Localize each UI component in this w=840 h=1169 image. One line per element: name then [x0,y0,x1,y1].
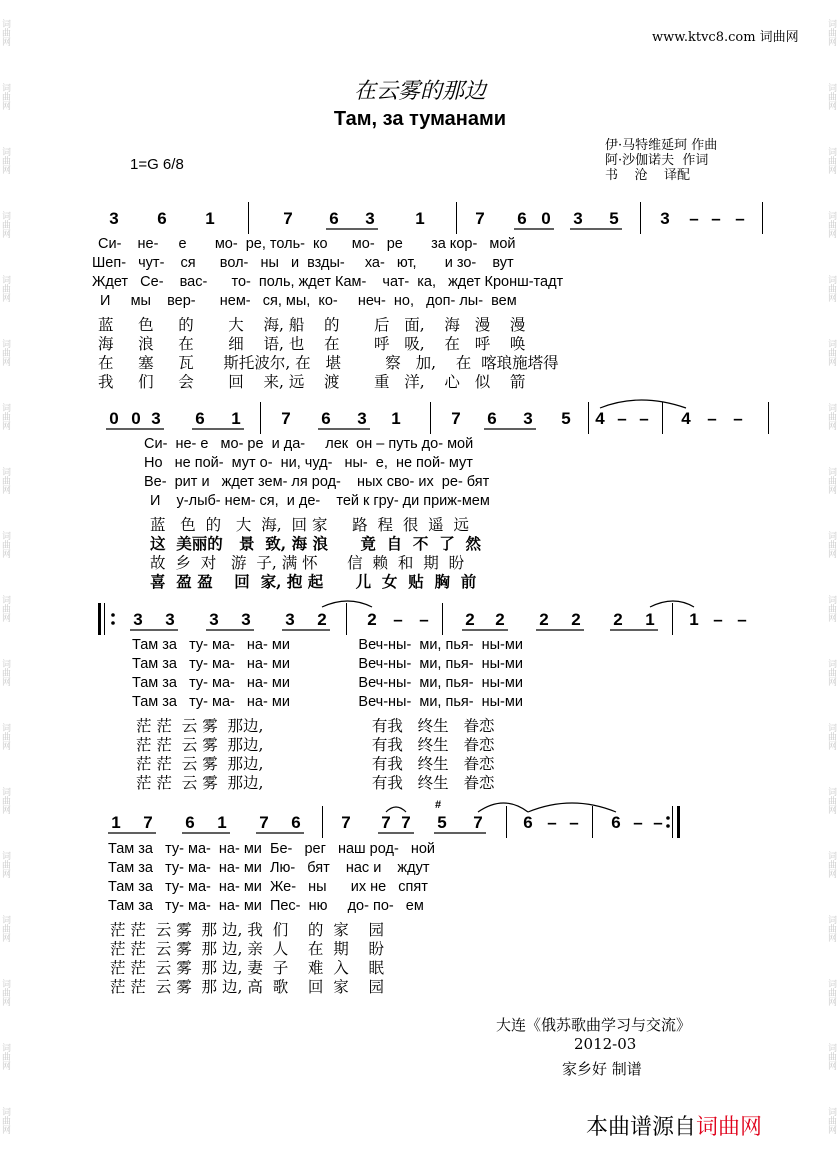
svg-text:6: 6 [523,813,533,832]
svg-text:–: – [569,813,579,832]
lyric-line: 故 乡 对 游 子, 满 怀 信 赖 和 期 盼 [150,554,465,572]
svg-text:7: 7 [341,813,351,832]
lyric-line: Там за ту- ма- на- ми Веч-ны- ми, пья- ны-ми [132,694,523,710]
watermark-text: 词曲网 [826,1106,836,1134]
svg-text:–: – [711,209,721,228]
source-brand-label: 本曲谱源自 [586,1115,697,1140]
watermark-text: 词曲网 [0,82,10,110]
svg-text:5: 5 [609,209,619,228]
transcriber-line: 家乡好 制谱 [562,1060,642,1078]
watermark-text: 词曲网 [826,914,836,942]
svg-text:2: 2 [465,610,475,629]
svg-text:–: – [653,813,663,832]
score-row-2 [100,402,770,432]
lyric-line: И мы вер- нем- ся, мы, ко- неч- но, доп- лы- вем [96,293,517,309]
lyric-line: Там за ту- ма- на- ми Же- ны их не спят [108,879,428,895]
lyric-line: 在 塞 瓦 斯托波尔, 在 堪 察 加, 在 喀琅施塔得 [98,354,559,372]
svg-text:–: – [707,409,717,428]
svg-text:6: 6 [321,409,331,428]
lyric-line: Шеп- чут- ся вол- ны и взды- ха- ют, и зо- вут [92,255,514,271]
lyric-line: Там за ту- ма- на- ми Лю- бят нас и ждут [108,860,430,876]
lyric-line: Ве- рит и ждет зем- ля род- ных сво- их ре- бят [144,474,490,490]
lyric-line: И у-лыб- нем- ся, и де- тей к гру- ди приж-мем [150,493,490,509]
watermark-text: 词曲网 [826,978,836,1006]
svg-text:6: 6 [611,813,621,832]
svg-text:2: 2 [613,610,623,629]
svg-text:5: 5 [437,813,447,832]
svg-text:7: 7 [451,409,461,428]
svg-text:7: 7 [381,813,391,832]
svg-text:3: 3 [285,610,295,629]
lyric-line: 茫 茫 云 雾 那 边, 亲 人 在 期 盼 [110,940,384,958]
svg-text:1: 1 [689,610,699,629]
svg-text:6: 6 [329,209,339,228]
svg-text:2: 2 [317,610,327,629]
lyric-line: 茫 茫 云 雾 那 边, 高 歌 回 家 园 [110,978,384,996]
svg-text:4: 4 [681,409,691,428]
lyric-line: 喜 盈 盈 回 家, 抱 起 儿 女 贴 胸 前 [150,572,477,591]
svg-text:–: – [633,813,643,832]
watermark-text: 词曲网 [826,1042,836,1070]
lyric-line: Там за ту- ма- на- ми Пес- ню до- по- ем [108,898,424,914]
svg-text:0: 0 [541,209,551,228]
watermark-left [0,0,14,1169]
svg-text:–: – [393,610,403,629]
watermark-text: 词曲网 [0,338,10,366]
song-title-russian: Там, за туманами [333,108,507,130]
lyric-line: 茫 茫 云 雾 那 边, 我 们 的 家 园 [110,921,384,939]
watermark-text: 词曲网 [826,850,836,878]
score-row-3 [96,603,776,633]
watermark-text: 词曲网 [0,722,10,750]
svg-text:1: 1 [217,813,227,832]
svg-text:1: 1 [111,813,121,832]
watermark-text: 词曲网 [826,274,836,302]
watermark-text: 词曲网 [826,722,836,750]
watermark-text: 词曲网 [826,338,836,366]
svg-text:3: 3 [365,209,375,228]
svg-text:–: – [735,209,745,228]
svg-text:1: 1 [231,409,241,428]
lyric-line: 海 浪 在 细 语, 也 在 呼 吸, 在 呼 唤 [98,335,526,353]
watermark-text: 词曲网 [826,786,836,814]
svg-text:–: – [733,409,743,428]
watermark-text: 词曲网 [0,530,10,558]
svg-text:7: 7 [473,813,483,832]
watermark-text: 词曲网 [0,658,10,686]
lyric-line: 茫 茫 云 雾 那边, 有我 终生 眷恋 [136,755,495,773]
watermark-text: 词曲网 [826,594,836,622]
notes-row-2 [100,402,770,434]
svg-text:3: 3 [357,409,367,428]
notes-row-1 [100,202,770,234]
watermark-text: 词曲网 [0,210,10,238]
svg-text:3: 3 [523,409,533,428]
source-brand-link[interactable]: 词曲网 [696,1115,763,1140]
lyric-line: 这 美丽的 景 致, 海 浪 竟 自 不 了 然 [150,534,482,553]
publisher-line: 大连《俄苏歌曲学习与交流》 [496,1016,692,1034]
song-title-chinese: 在云雾的那边 [353,79,486,104]
watermark-text: 词曲网 [826,210,836,238]
score-row-1 [100,202,770,232]
notes-row-4 [100,799,700,838]
watermark-text: 词曲网 [0,146,10,174]
lyricist-credit: 阿·沙伽诺夫 作词 [605,153,709,168]
svg-text:6: 6 [291,813,301,832]
source-brand[interactable] [586,1110,762,1141]
svg-text:0: 0 [131,409,141,428]
watermark-text: 词曲网 [0,850,10,878]
credits [605,138,717,183]
watermark-text: 词曲网 [0,402,10,430]
watermark-text: 词曲网 [0,466,10,494]
lyric-line: Там за ту- ма- на- ми Бе- рег наш род- ной [108,841,436,857]
lyric-line: 茫 茫 云 雾 那边, 有我 终生 眷恋 [136,774,495,792]
svg-text:1: 1 [645,610,655,629]
svg-text:3: 3 [209,610,219,629]
svg-text:–: – [617,409,627,428]
svg-text:7: 7 [143,813,153,832]
svg-text:6: 6 [157,209,167,228]
watermark-text: 词曲网 [0,1106,10,1134]
svg-text:3: 3 [573,209,583,228]
lyric-line: 茫 茫 云 雾 那边, 有我 终生 眷恋 [136,736,495,754]
watermark-text: 词曲网 [826,402,836,430]
watermark-text: 词曲网 [0,914,10,942]
svg-text:1: 1 [205,209,215,228]
svg-text:7: 7 [259,813,269,832]
svg-text:#: # [434,799,442,811]
watermark-text: 词曲网 [826,146,836,174]
svg-text:–: – [639,409,649,428]
svg-text:2: 2 [539,610,549,629]
svg-text:–: – [713,610,723,629]
svg-text:3: 3 [133,610,143,629]
svg-text:3: 3 [165,610,175,629]
svg-text:2: 2 [571,610,581,629]
lyric-line: Там за ту- ма- на- ми Веч-ны- ми, пья- ны-ми [132,675,523,691]
watermark-text: 词曲网 [0,1042,10,1070]
lyric-line: 蓝 色 的 大 海, 回 家 路 程 很 遥 远 [150,516,470,534]
watermark-text: 词曲网 [826,658,836,686]
watermark-text: 词曲网 [0,594,10,622]
watermark-text: 词曲网 [0,274,10,302]
translator-credit: 书 沧 译配 [605,168,691,183]
svg-text:2: 2 [495,610,505,629]
svg-text:–: – [419,610,429,629]
watermark-right [826,0,840,1169]
svg-text:6: 6 [195,409,205,428]
score-row-4 [100,799,700,836]
svg-text:5: 5 [561,409,571,428]
site-url[interactable]: www.ktvc8.com 词曲网 [652,30,799,45]
svg-text:–: – [737,610,747,629]
lyric-line: Там за ту- ма- на- ми Веч-ны- ми, пья- ны-ми [132,637,523,653]
watermark-text: 词曲网 [0,978,10,1006]
svg-text:4: 4 [595,409,605,428]
notes-row-3 [96,603,776,635]
svg-text:0: 0 [109,409,119,428]
lyric-line: 茫 茫 云 雾 那边, 有我 终生 眷恋 [136,717,495,735]
watermark-text: 词曲网 [826,466,836,494]
lyric-line: Си- не- е мо- ре и да- лек он – путь до- мой [144,436,474,452]
svg-text:2: 2 [367,610,377,629]
lyric-line: 茫 茫 云 雾 那 边, 妻 子 难 入 眠 [110,959,384,977]
watermark-text: 词曲网 [826,82,836,110]
svg-text:3: 3 [109,209,119,228]
watermark-text: 词曲网 [0,18,10,46]
watermark-text: 词曲网 [826,18,836,46]
composer-credit: 伊·马特维延珂 作曲 [605,138,718,153]
svg-text:–: – [547,813,557,832]
svg-text:6: 6 [185,813,195,832]
svg-text:1: 1 [391,409,401,428]
svg-text:3: 3 [241,610,251,629]
svg-text:6: 6 [517,209,527,228]
svg-text:3: 3 [151,409,161,428]
svg-text:6: 6 [487,409,497,428]
svg-text:–: – [689,209,699,228]
svg-text:7: 7 [281,409,291,428]
watermark-text: 词曲网 [0,786,10,814]
svg-text:7: 7 [283,209,293,228]
lyric-line: Ждет Се- вас- то- поль, ждет Кам- чат- ка, ждет Кронш-тадт [92,274,564,290]
lyric-line: 蓝 色 的 大 海, 船 的 后 面, 海 漫 漫 [98,316,526,334]
lyric-line: Си- не- е мо- ре, толь- ко мо- ре за кор- мой [98,236,516,252]
svg-text:1: 1 [415,209,425,228]
svg-text:7: 7 [475,209,485,228]
date-line: 2012-03 [574,1035,637,1053]
lyric-line: 我 们 会 回 来, 远 渡 重 洋, 心 似 箭 [98,373,526,391]
svg-text:3: 3 [660,209,670,228]
lyric-line: Но не пой- мут о- ни, чуд- ны- е, не пой- мут [144,455,473,471]
watermark-text: 词曲网 [826,530,836,558]
key-signature: 1=G 6/8 [130,156,184,173]
lyric-line: Там за ту- ма- на- ми Веч-ны- ми, пья- ны-ми [132,656,523,672]
svg-text:7: 7 [401,813,411,832]
